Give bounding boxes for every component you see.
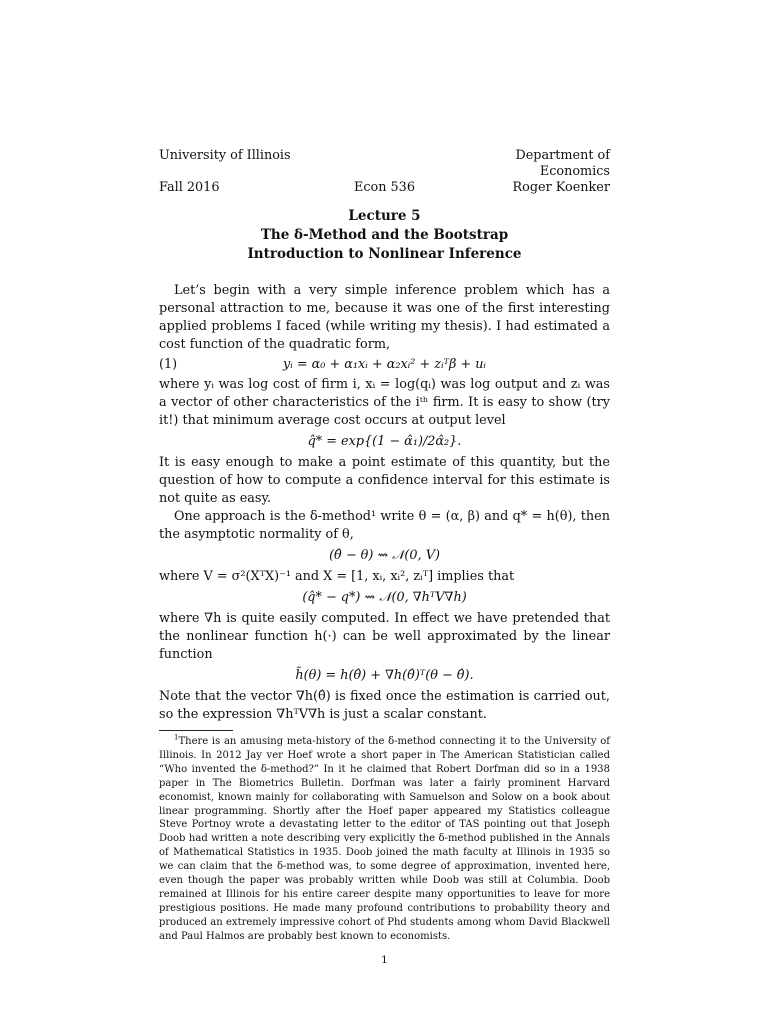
paragraph-2: where yᵢ was log cost of firm i, xᵢ = log(qᵢ) was log output and zᵢ was a vector of other characteristics of the iᵗʰ firm. It is easy to show (try it!) that minimum average cost occurs at output level <box>159 377 610 428</box>
paragraph-7: Note that the vector ∇h(θ̂) is fixed once the estimation is carried out, so the expression ∇hᵀV∇h is just a scalar constant. <box>159 689 610 722</box>
equation-5: h̃(θ) = h(θ̂) + ∇h(θ̂)ᵀ(θ − θ̂). <box>295 668 474 683</box>
equation-3: (θ̂ − θ) ⇝ 𝒩(0, V) <box>329 548 440 563</box>
paragraph-5: where V = σ²(XᵀX)⁻¹ and X = [1, xᵢ, xᵢ², zᵢᵀ] implies that <box>159 569 515 584</box>
lecture-title <box>159 207 610 264</box>
title-line-1: Lecture 5 <box>348 208 421 224</box>
equation-1-body: yᵢ = α₀ + α₁xᵢ + α₂xᵢ² + zᵢᵀβ + uᵢ <box>282 357 487 372</box>
equation-1 <box>159 356 610 374</box>
author: Roger Koenker <box>512 180 610 195</box>
paragraph-3: It is easy enough to make a point estimate of this quantity, but the question of how to compute a confidence interval for this estimate is not quite as easy. <box>159 455 610 506</box>
paragraph-1: Let’s begin with a very simple inference problem which has a personal attraction to me, because it was one of the first interesting applied problems I faced (while writing my thesis). I had estimated a cost function of the quadratic form, <box>159 283 610 352</box>
title-line-3: Introduction to Nonlinear Inference <box>247 246 522 262</box>
title-line-2: The δ-Method and the Bootstrap <box>260 227 509 243</box>
equation-2: q̂* = exp{(1 − α̂₁)/2α̂₂}. <box>307 434 462 449</box>
paragraph-4: One approach is the δ-method¹ write θ = (α, β) and q* = h(θ), then the asymptotic normality of θ, <box>159 509 610 542</box>
page-number: 1 <box>381 953 388 966</box>
footnote-rule <box>159 730 233 731</box>
header-row-1 <box>159 148 610 180</box>
footnote-text: There is an amusing meta-history of the δ-method connecting it to the University of Illinois. In 2012 Jay ver Hoef wrote a short paper in The American Statistician called “Who invented the δ-method?” In it he claimed that Robert Dorfman did so in a 1938 paper in The Biometrics Bulletin. Dorfman was later a fairly prominent Harvard economist, known mainly for collaborating with Samuelson and Solow on a book about linear programming. Shortly after the Hoef paper appeared my Statistics colleague Steve Portnoy wrote a devastating letter to the editor of TAS pointing out that Joseph Doob had written a note describing very explicitly the δ-method published in the Annals of Mathematical Statistics in 1935. Doob joined the math faculty at Illinois in 1935 so we can claim that the δ-method was, to some degree of approximation, invented here, even though the paper was probably written while Doob was still at Columbia. Doob remained at Illinois for his entire career despite many opportunities to leave for more prestigious positions. He made many profound contributions to probability theory and produced an extremely impressive cohort of Phd students among whom David Blackwell and Paul Halmos are probably best known to economists. <box>159 736 610 942</box>
footnote <box>159 735 610 944</box>
equation-number: (1) <box>159 357 178 372</box>
document-page <box>159 148 610 969</box>
footnote-mark: 1 <box>174 733 179 742</box>
term: Fall 2016 <box>159 180 220 195</box>
university-name: University of Illinois <box>159 148 291 163</box>
department-name: Department of Economics <box>515 148 610 179</box>
header-row-2 <box>159 180 610 196</box>
equation-4: (q̂* − q*) ⇝ 𝒩(0, ∇hᵀV∇h) <box>302 590 467 605</box>
paragraph-6: where ∇h is quite easily computed. In effect we have pretended that the nonlinear function h(·) can be well approximated by the linear function <box>159 611 610 662</box>
course-number: Econ 536 <box>354 180 415 195</box>
